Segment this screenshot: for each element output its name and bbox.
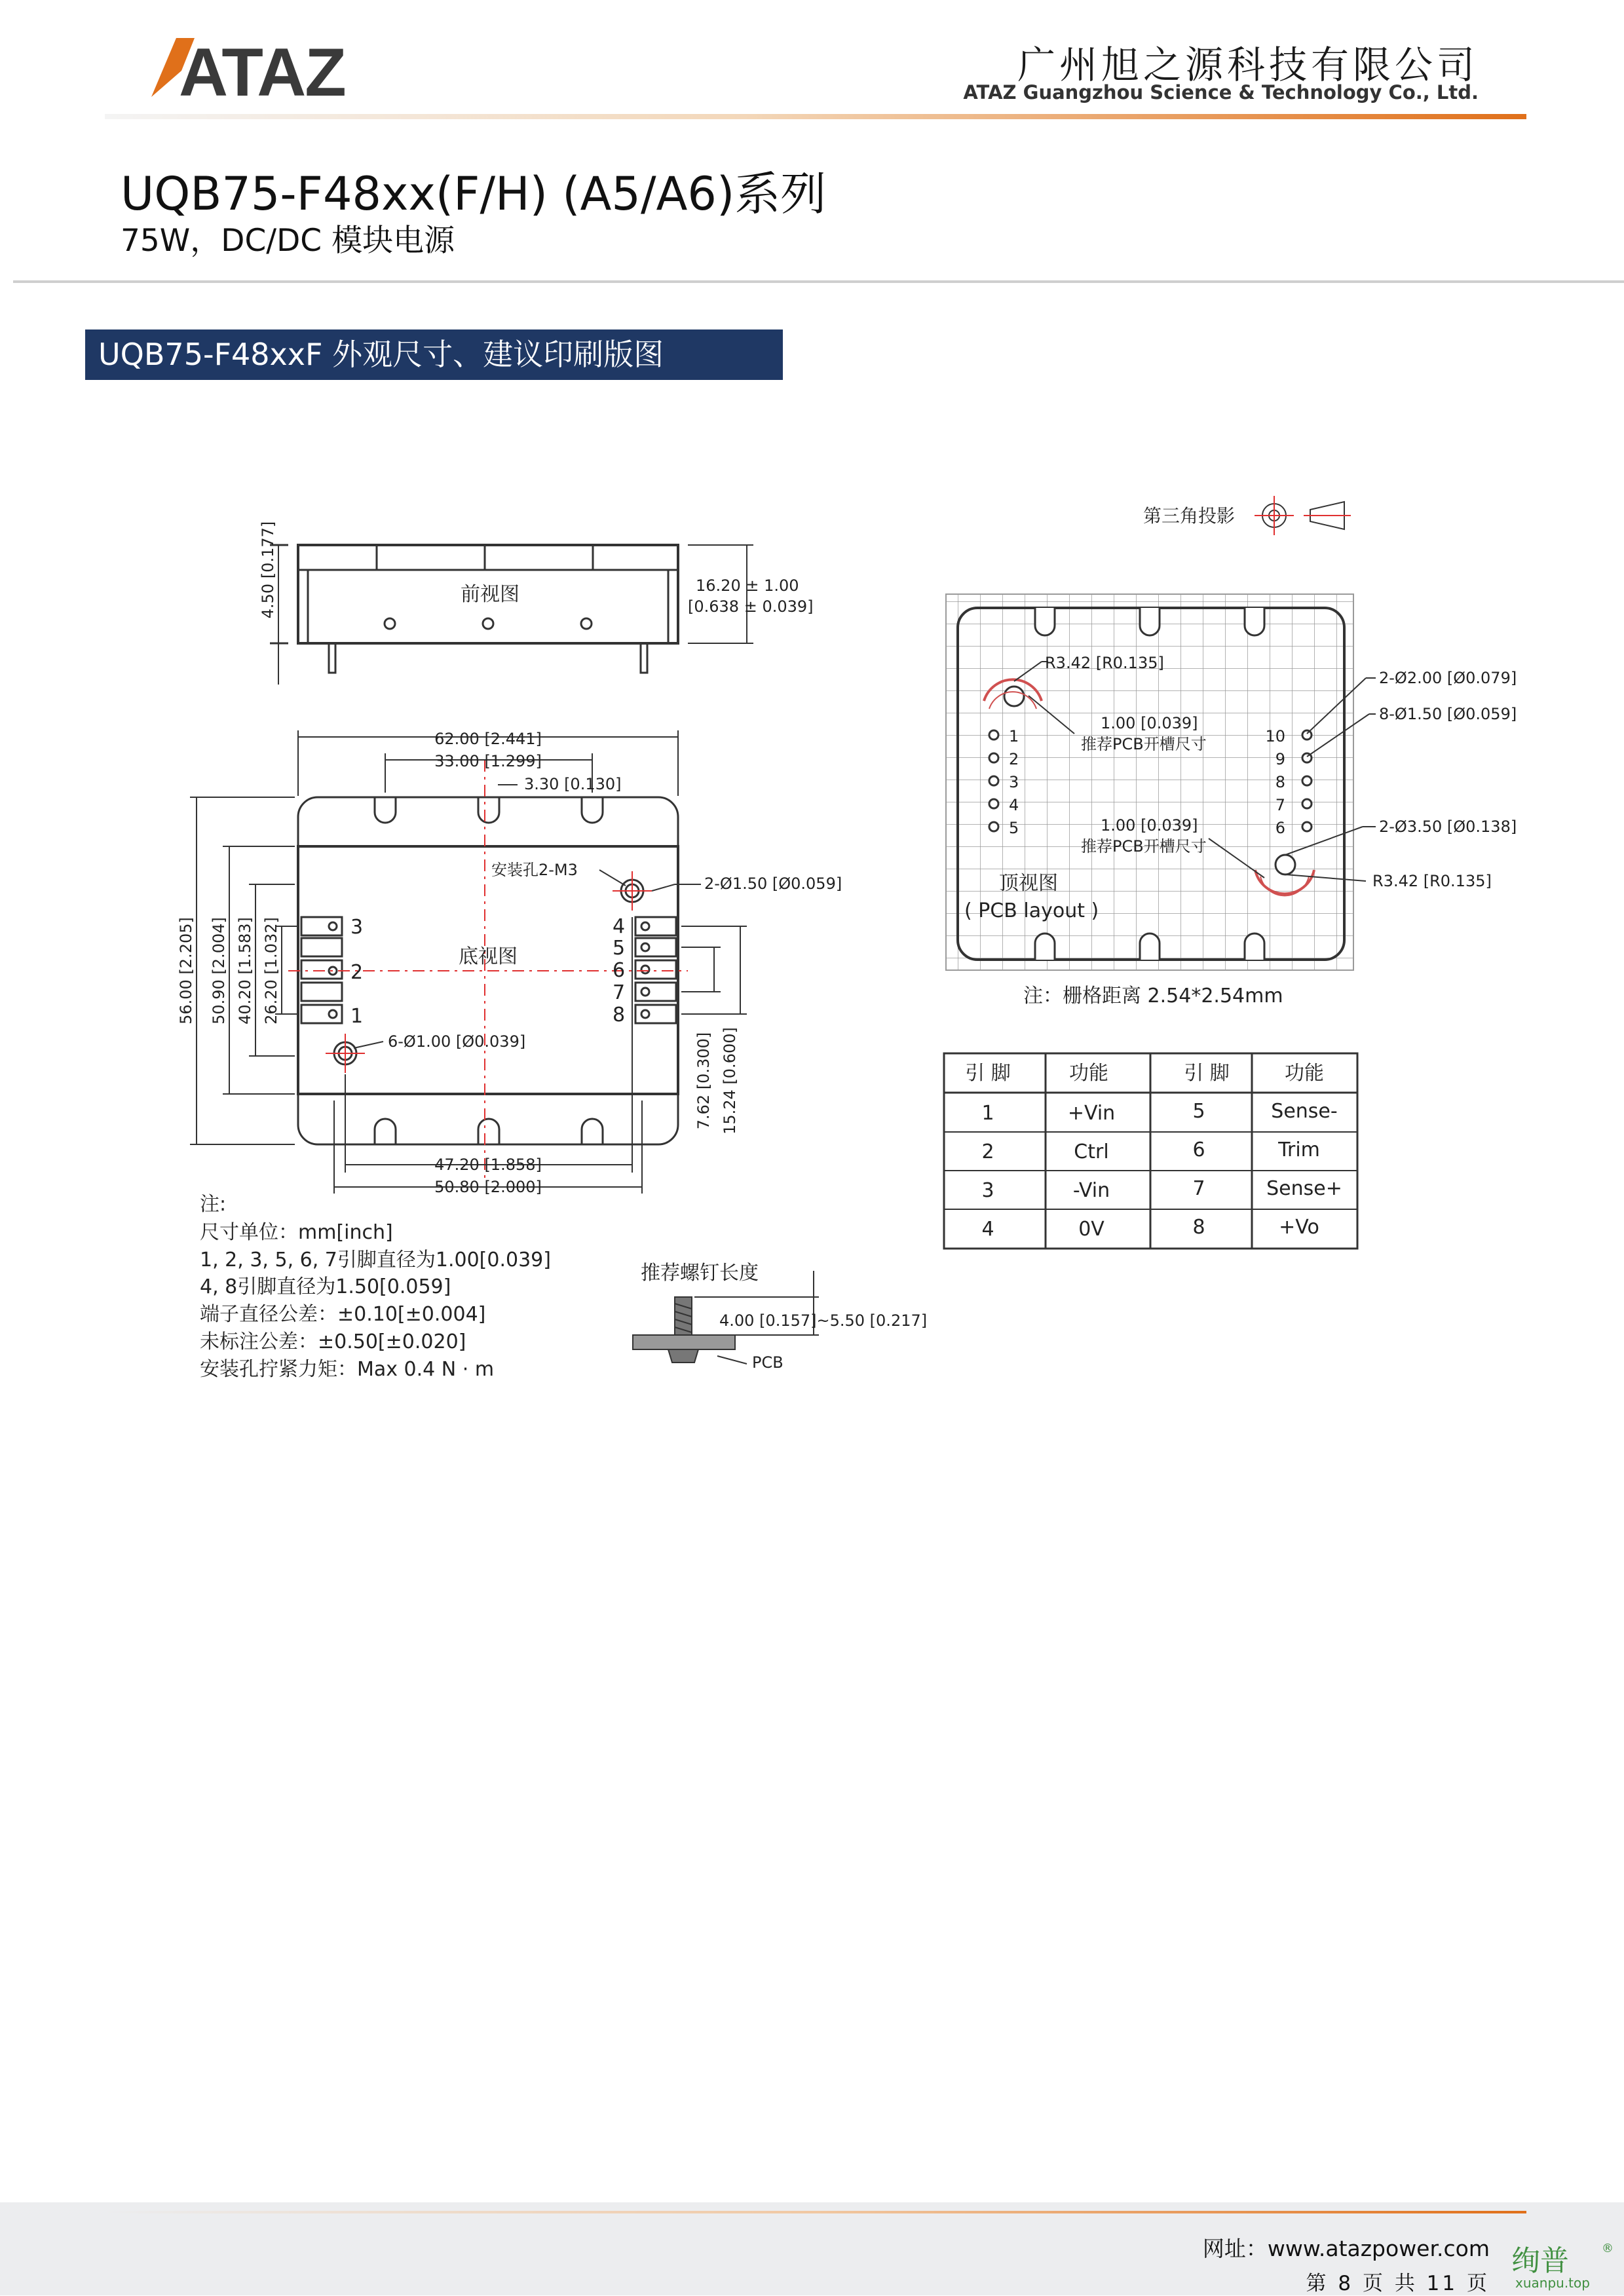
- dim-slot-width: 3.30 [0.130]: [524, 775, 622, 793]
- company-name-en: ATAZ Guangzhou Science & Technology Co., Ltd.: [963, 81, 1479, 104]
- notes-line: 安装孔拧紧力矩：Max 0.4 N · m: [200, 1358, 495, 1381]
- table-cell: -Vin: [1072, 1179, 1110, 1202]
- dim-pin-span-2: 50.80 [2.000]: [434, 1178, 542, 1196]
- pcb-right-pin-10: 10: [1265, 727, 1285, 745]
- watermark-en: xuanpu.top: [1515, 2275, 1590, 2291]
- footer-website[interactable]: 网址：www.atazpower.com: [1202, 2236, 1490, 2261]
- pcb-left-pin-3: 3: [1009, 773, 1019, 791]
- bottom-right-pin-5: 5: [613, 937, 626, 960]
- table-cell: Sense+: [1266, 1177, 1342, 1200]
- dim-front-depth-in: [0.638 ± 0.039]: [688, 597, 814, 616]
- notes-line: 尺寸单位：mm[inch]: [200, 1221, 393, 1244]
- table-cell: 7: [1192, 1177, 1205, 1200]
- mount-hole-label: 安装孔2-M3: [491, 861, 578, 879]
- dim-bottom-width: 62.00 [2.441]: [434, 730, 542, 748]
- pcb-label-layout: ( PCB layout ): [964, 899, 1099, 922]
- table-cell: 3: [981, 1179, 994, 1202]
- dim-pin-span: 47.20 [1.858]: [434, 1156, 542, 1174]
- pcb-left-pin-4: 4: [1009, 796, 1019, 814]
- bottom-view-outline: [288, 760, 688, 1179]
- front-view-label: 前视图: [461, 583, 519, 606]
- watermark-logo: [1510, 2239, 1615, 2291]
- dim-h2: 40.20 [1.583]: [236, 917, 254, 1025]
- watermark-cn: 绚普: [1511, 2244, 1569, 2278]
- notes-line: 未标注公差：±0.50[±0.020]: [200, 1330, 466, 1353]
- pcb-slot-note-1b: 推荐PCB开槽尺寸: [1081, 735, 1207, 753]
- notes-title: 注:: [200, 1193, 227, 1216]
- notes-line: 1, 2, 3, 5, 6, 7引脚直径为1.00[0.039]: [200, 1249, 551, 1271]
- document-title: UQB75-F48xx(F/H) (A5/A6)系列: [121, 167, 827, 221]
- pcb-right-pin-7: 7: [1275, 796, 1285, 814]
- pcb-hole-c: 2-Ø3.50 [Ø0.138]: [1379, 818, 1517, 836]
- notes-line: 4, 8引脚直径为1.50[0.059]: [200, 1275, 451, 1298]
- footer-divider: [105, 2211, 1526, 2213]
- table-header-func-2: 功能: [1285, 1062, 1324, 1085]
- table-cell: 1: [981, 1102, 994, 1125]
- pcb-right-pin-9: 9: [1275, 750, 1285, 768]
- pcb-left-pin-1: 1: [1009, 727, 1019, 745]
- dim-h3: 26.20 [1.032]: [262, 917, 280, 1025]
- table-cell: 6: [1192, 1139, 1205, 1161]
- table-cell: +Vo: [1279, 1216, 1319, 1239]
- bottom-right-pin-4: 4: [613, 915, 626, 938]
- bottom-right-pin-8: 8: [613, 1004, 626, 1026]
- dim-bottom-height: 56.00 [2.205]: [177, 917, 195, 1025]
- notes-line: 端子直径公差：±0.10[±0.004]: [200, 1303, 486, 1326]
- footer-page-number: 第 8 页 共 11 页: [1306, 2272, 1490, 2295]
- pcb-slot-note-2b: 推荐PCB开槽尺寸: [1081, 837, 1207, 856]
- pcb-right-pin-8: 8: [1275, 773, 1285, 791]
- dim-pitch-2: 15.24 [0.600]: [721, 1027, 739, 1135]
- bottom-left-pin-3: 3: [350, 916, 364, 939]
- bottom-left-pin-2: 2: [350, 961, 364, 984]
- pcb-slot-note-2a: 1.00 [0.039]: [1101, 816, 1198, 835]
- table-cell: Ctrl: [1074, 1140, 1109, 1163]
- front-view: [270, 545, 753, 685]
- table-cell: Sense-: [1271, 1100, 1338, 1123]
- table-cell: +Vin: [1067, 1102, 1116, 1125]
- table-cell: 8: [1192, 1216, 1205, 1239]
- table-cell: Trim: [1278, 1139, 1320, 1161]
- bottom-left-pin-1: 1: [350, 1005, 364, 1028]
- hole-spec-label: 2-Ø1.50 [Ø0.059]: [704, 875, 842, 893]
- company-name-cn: 广州旭之源科技有限公司: [1017, 43, 1479, 87]
- document-subtitle: 75W，DC/DC 模块电源: [121, 223, 455, 259]
- dim-pitch: 7.62 [0.300]: [694, 1032, 713, 1130]
- bottom-right-pin-6: 6: [613, 959, 626, 982]
- pcb-left-pin-5: 5: [1009, 819, 1019, 837]
- bottom-view-label: 底视图: [459, 945, 518, 968]
- dim-h1: 50.90 [2.004]: [210, 917, 228, 1025]
- screw-length: 4.00 [0.157]~5.50 [0.217]: [719, 1311, 928, 1330]
- table-cell: 0V: [1078, 1218, 1105, 1241]
- table-cell: 2: [981, 1140, 994, 1163]
- pcb-slot-note-1a: 1.00 [0.039]: [1101, 714, 1198, 732]
- dim-front-depth-mm: 16.20 ± 1.00: [696, 576, 799, 595]
- svg-text:®: ®: [1602, 2242, 1614, 2255]
- dim-slot-span: 33.00 [1.299]: [434, 752, 542, 770]
- screw-pcb-label: PCB: [752, 1353, 784, 1372]
- screw-title: 推荐螺钉长度: [641, 1262, 759, 1285]
- dim-front-height: 4.50 [0.177]: [259, 521, 277, 619]
- pcb-radius-bottom: R3.42 [R0.135]: [1372, 872, 1492, 890]
- table-cell: 5: [1192, 1100, 1205, 1123]
- pin-spec-label: 6-Ø1.00 [Ø0.039]: [388, 1032, 526, 1051]
- pcb-hole-a: 2-Ø2.00 [Ø0.079]: [1379, 669, 1517, 687]
- bottom-right-pin-7: 7: [613, 981, 626, 1004]
- section-title: UQB75-F48xxF 外观尺寸、建议印刷版图: [98, 337, 664, 372]
- logo-text: ATAZ: [179, 35, 345, 104]
- table-header-pin-2: 引 脚: [1184, 1062, 1230, 1085]
- pcb-hole-b: 8-Ø1.50 [Ø0.059]: [1379, 705, 1517, 723]
- projection-symbol-icon: [1255, 496, 1351, 535]
- pcb-radius-top: R3.42 [R0.135]: [1045, 654, 1164, 672]
- pcb-label-top-view: 顶视图: [999, 872, 1058, 895]
- table-header-func-1: 功能: [1069, 1062, 1108, 1085]
- table-header-pin-1: 引 脚: [965, 1062, 1011, 1085]
- pcb-grid-note: 注：栅格距离 2.54*2.54mm: [1023, 985, 1283, 1007]
- projection-label: 第三角投影: [1143, 505, 1236, 527]
- table-cell: 4: [981, 1218, 994, 1241]
- pcb-right-pin-6: 6: [1275, 819, 1285, 837]
- pcb-left-pin-2: 2: [1009, 750, 1019, 768]
